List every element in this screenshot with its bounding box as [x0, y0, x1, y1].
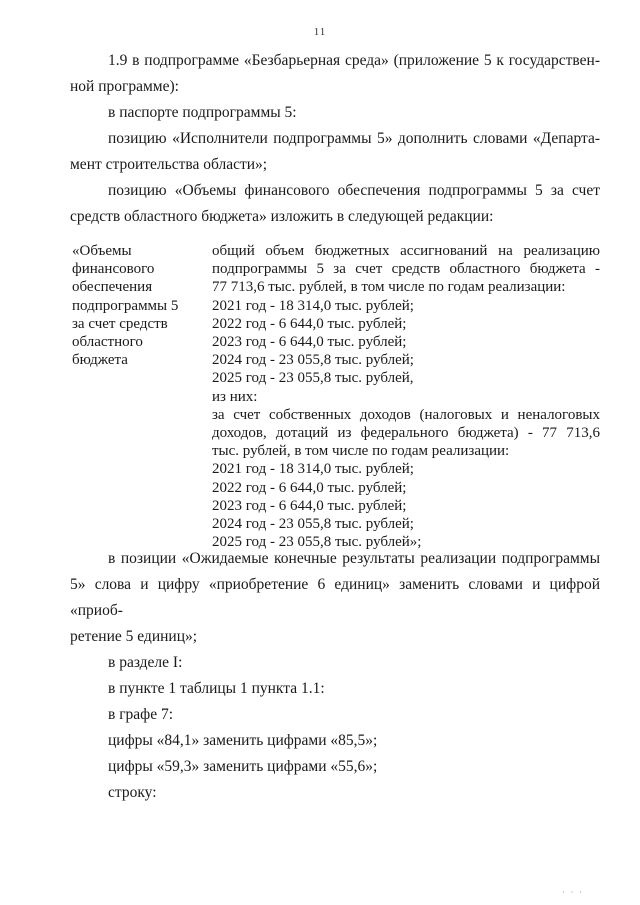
paragraph-4-line-1: позицию «Объемы финансового обеспечения подпрограммы 5 за счет: [108, 182, 600, 199]
table-right-line: 2024 год - 23 055,8 тыс. рублей;: [212, 352, 414, 369]
paragraph-5-line-3: ретение 5 единиц»;: [70, 628, 198, 645]
table-right-line: доходов, дотаций из федерального бюджета) - 77 713,6: [212, 425, 600, 442]
paragraph-1-line-2: ной программе):: [70, 78, 179, 95]
table-left-line: подпрограммы 5: [72, 297, 179, 314]
paragraph-3-line-2: мент строительства области»;: [70, 156, 268, 173]
table-right-line: 77 713,6 тыс. рублей, в том числе по годам реализации:: [212, 279, 566, 296]
paragraph-6: в разделе I:: [108, 654, 183, 671]
footer-mark: · · ·: [562, 888, 584, 897]
table-right-line: 2022 год - 6 644,0 тыс. рублей;: [212, 315, 407, 332]
paragraph-11: строку:: [108, 784, 157, 801]
paragraph-2: в паспорте подпрограммы 5:: [108, 104, 297, 121]
table-right-line: 2021 год - 18 314,0 тыс. рублей;: [212, 461, 414, 478]
table-right-line: 2024 год - 23 055,8 тыс. рублей;: [212, 516, 414, 533]
intro-section: [70, 48, 600, 230]
table-right-line: 2023 год - 6 644,0 тыс. рублей;: [212, 334, 407, 351]
table-right-line: из них:: [212, 388, 258, 405]
amendments-section: [70, 546, 600, 806]
table-left-line: за счет средств: [72, 315, 168, 332]
table-right-line: 2022 год - 6 644,0 тыс. рублей;: [212, 479, 407, 496]
table-right-line: 2025 год - 23 055,8 тыс. рублей»;: [212, 534, 422, 551]
paragraph-8: в графе 7:: [108, 706, 174, 723]
table-right-line: 2023 год - 6 644,0 тыс. рублей;: [212, 497, 407, 514]
table-right-line: общий объем бюджетных ассигнований на реализацию: [212, 243, 600, 259]
table-left-line: бюджета: [72, 352, 128, 369]
table-right-line: за счет собственных доходов (налоговых и неналоговых: [212, 406, 600, 423]
table-left-line: областного: [72, 334, 143, 351]
paragraph-5-line-2: 5» слова и цифру «приобретение 6 единиц» заменить словами и цифрой «приоб-: [70, 576, 600, 619]
table-right-column: [212, 242, 600, 551]
paragraph-7: в пункте 1 таблицы 1 пункта 1.1:: [108, 680, 325, 697]
table-right-line: тыс. рублей, в том числе по годам реализации:: [212, 443, 510, 460]
table-left-column: [72, 242, 202, 369]
paragraph-4-line-2: средств областного бюджета» изложить в следующей редакции:: [70, 208, 494, 225]
table-right-line: подпрограммы 5 за счет средств областного бюджета -: [212, 261, 600, 278]
page-number: 11: [313, 26, 327, 38]
table-left-line: обеспечения: [72, 279, 153, 296]
paragraph-10: цифры «59,3» заменить цифрами «55,6»;: [108, 758, 378, 775]
table-right-line: 2021 год - 18 314,0 тыс. рублей;: [212, 297, 414, 314]
table-right-line: 2025 год - 23 055,8 тыс. рублей,: [212, 370, 414, 387]
paragraph-3-line-1: позицию «Исполнители подпрограммы 5» дополнить словами «Департа-: [108, 130, 600, 147]
table-left-line: «Объемы: [72, 243, 132, 259]
paragraph-5-line-1: в позиции «Ожидаемые конечные результаты реализации подпрограммы: [108, 550, 600, 567]
paragraph-1-line-1: 1.9 в подпрограмме «Безбарьерная среда» (приложение 5 к государствен-: [108, 52, 600, 69]
table-left-line: финансового: [72, 261, 155, 278]
paragraph-9: цифры «84,1» заменить цифрами «85,5»;: [108, 732, 378, 749]
